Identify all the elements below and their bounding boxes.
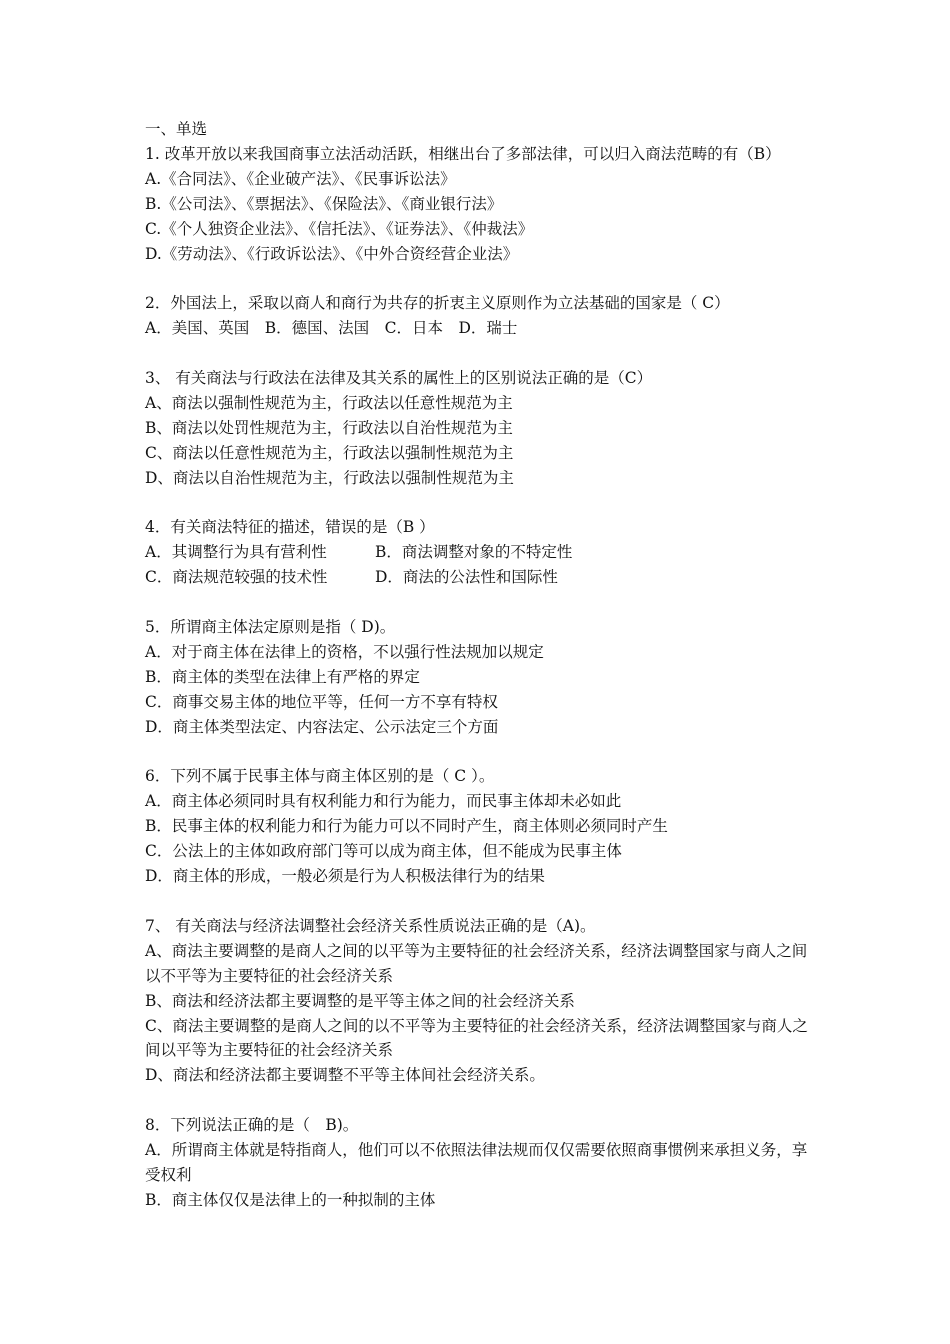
option-d: D、商法以自治性规范为主，行政法以强制性规范为主 — [145, 468, 514, 487]
option-c: C、商法以任意性规范为主，行政法以强制性规范为主 — [145, 443, 514, 462]
option-d: D．商主体类型法定、内容法定、公示法定三个方面 — [145, 717, 499, 736]
option-d: D．商主体的形成，一般必须是行为人积极法律行为的结果 — [145, 867, 545, 886]
section-title: 一、单选 — [145, 120, 208, 138]
option-a: A、商法主要调整的是商人之间的以平等为主要特征的社会经济关系，经济法调整国家与商人之间以不平等为主要特征的社会经济关系 — [145, 941, 808, 985]
option-b: B．商主体的类型在法律上有严格的界定 — [145, 667, 420, 686]
question-stem: 8．下列说法正确的是（ B)。 — [145, 1116, 359, 1135]
option-a: A.《合同法》、《企业破产法》、《民事诉讼法》 — [145, 169, 456, 188]
option-b: B．商法调整对象的不特定性 — [375, 543, 573, 562]
question-stem: 5．所谓商主体法定原则是指（ D)。 — [145, 618, 396, 637]
option-a: A、商法以强制性规范为主，行政法以任意性规范为主 — [145, 393, 513, 412]
options-row-2 — [145, 565, 815, 590]
option-d: D.《劳动法》、《行政诉讼法》、《中外合资经营企业法》 — [145, 244, 519, 263]
question-1 — [145, 142, 815, 267]
option-c: C．商事交易主体的地位平等，任何一方不享有特权 — [145, 692, 498, 711]
option-b: B、商法和经济法都主要调整的是平等主体之间的社会经济关系 — [145, 991, 575, 1010]
option-a: A．其调整行为具有营利性 — [145, 543, 327, 562]
options-row-1 — [145, 540, 815, 565]
question-stem: 6．下列不属于民事主体与商主体区别的是（ C ）。 — [145, 767, 495, 786]
option-b: B、商法以处罚性规范为主，行政法以自治性规范为主 — [145, 418, 513, 437]
option-d: D．商法的公法性和国际性 — [375, 568, 558, 587]
question-4 — [145, 515, 815, 590]
question-7 — [145, 914, 815, 1088]
option-a: A．所谓商主体就是特指商人，他们可以不依照法律法规而仅仅需要依照商事惯例来承担义务，享受权利 — [145, 1141, 808, 1184]
question-stem: 2．外国法上，采取以商人和商行为共存的折衷主义原则作为立法基础的国家是（ C） — [145, 294, 730, 313]
option-c: C.《个人独资企业法》、《信托法》、《证券法》、《仲裁法》 — [145, 219, 534, 238]
question-stem: 4．有关商法特征的描述，错误的是（B ） — [145, 518, 435, 537]
question-6 — [145, 764, 815, 889]
option-b: B．民事主体的权利能力和行为能力可以不同时产生，商主体则必须同时产生 — [145, 817, 668, 836]
question-2 — [145, 291, 815, 341]
question-3 — [145, 366, 815, 491]
question-5 — [145, 615, 815, 740]
option-a: A．商主体必须同时具有权利能力和行为能力，而民事主体却未必如此 — [145, 792, 622, 811]
option-c: C．商法规范较强的技术性 — [145, 568, 328, 587]
question-8 — [145, 1113, 815, 1213]
question-stem: 1. 改革开放以来我国商事立法活动活跃，相继出台了多部法律，可以归入商法范畴的有（B） — [145, 144, 781, 163]
option-b: B．商主体仅仅是法律上的一种拟制的主体 — [145, 1190, 436, 1209]
document-page — [145, 117, 815, 1213]
option-b: B.《公司法》、《票据法》、《保险法》、《商业银行法》 — [145, 194, 503, 213]
option-d: D、商法和经济法都主要调整不平等主体间社会经济关系。 — [145, 1066, 545, 1085]
option-a: A．对于商主体在法律上的资格，不以强行性法规加以规定 — [145, 642, 544, 661]
option-c: C、商法主要调整的是商人之间的以不平等为主要特征的社会经济关系，经济法调整国家与商人之间以平等为主要特征的社会经济关系 — [145, 1016, 808, 1060]
question-stem: 7、 有关商法与经济法调整社会经济关系性质说法正确的是（A)。 — [145, 916, 596, 935]
option-c: C．公法上的主体如政府部门等可以成为商主体，但不能成为民事主体 — [145, 842, 622, 861]
question-stem: 3、 有关商法与行政法在法律及其关系的属性上的区别说法正确的是（C） — [145, 369, 653, 388]
options-line: A．美国、英国 B．德国、法国 C．日本 D．瑞士 — [145, 319, 518, 338]
